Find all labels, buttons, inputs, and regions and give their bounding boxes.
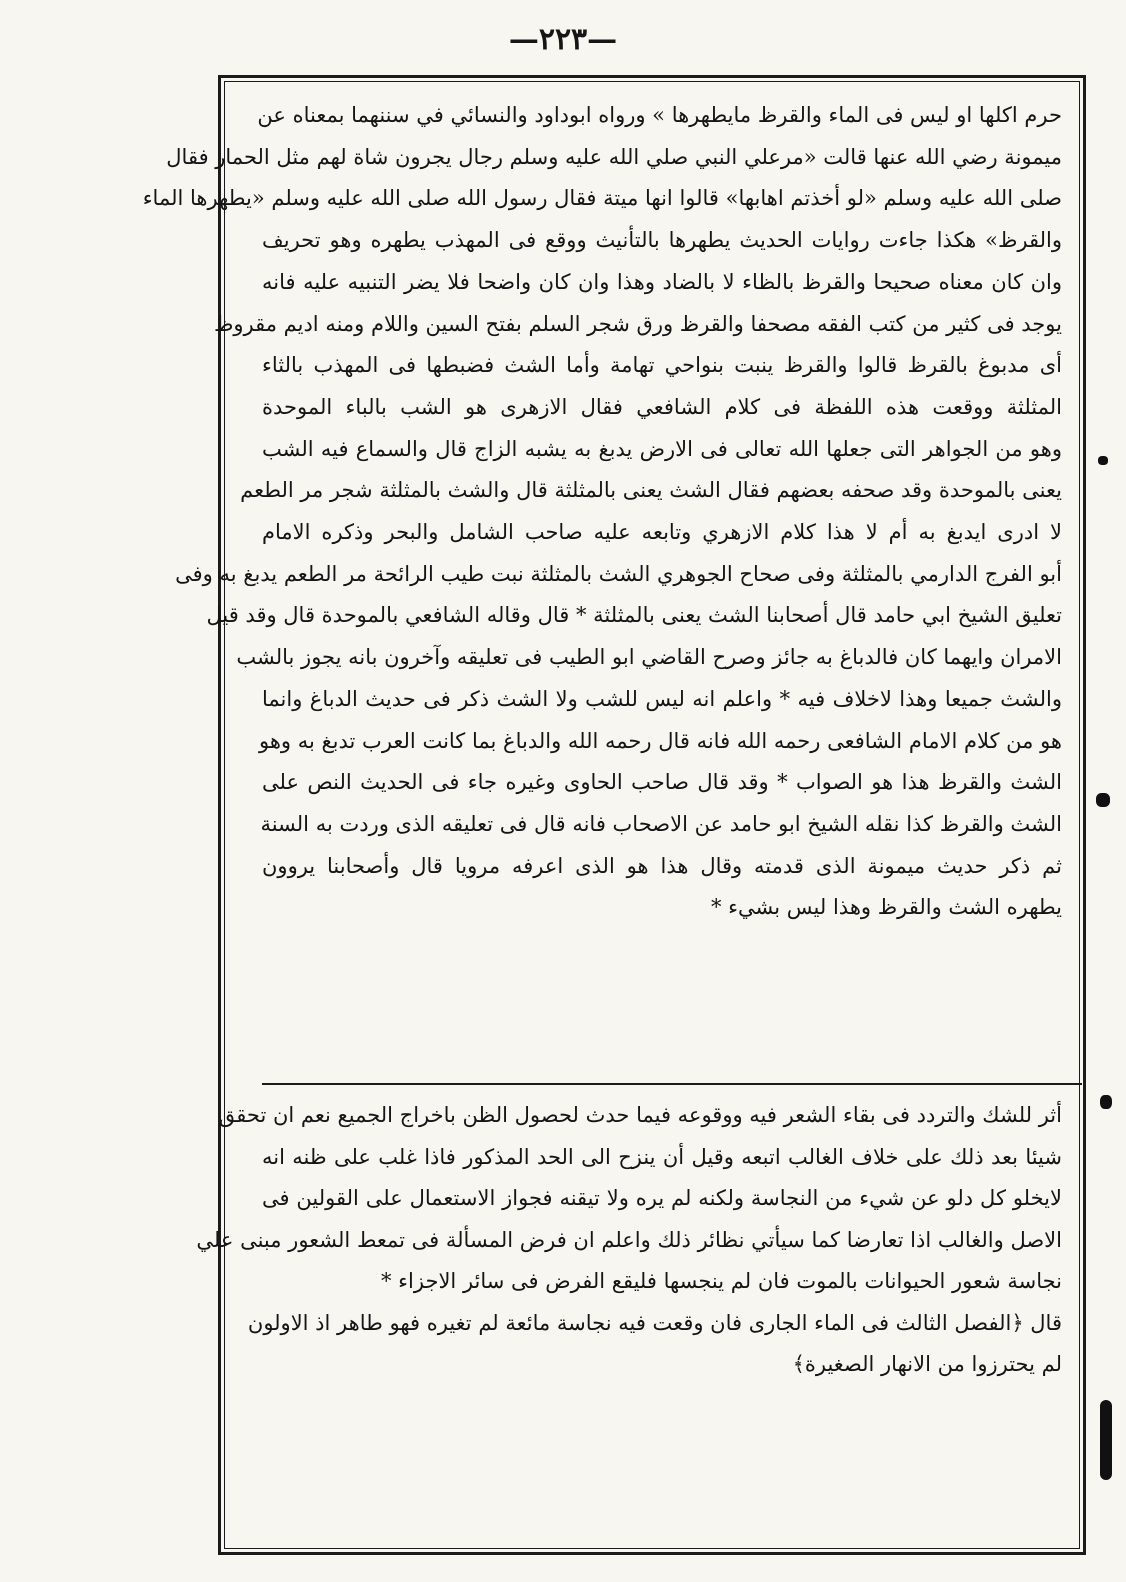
commentary-line: أثر للشك والتردد فى بقاء الشعر فيه ووقوعه فيما حدث لحصول الظن باخراج الجميع نعم ان تحقق xyxy=(218,1103,1062,1127)
commentary-text-block xyxy=(196,1095,1062,1386)
text-line: تعليق الشيخ ابي حامد قال أصحابنا الشث يعنى بالمثلثة * قال وقاله الشافعي بالموحدة قال وقد قيل xyxy=(206,603,1062,628)
text-line: وان كان معناه صحيحا والقرظ بالظاء لا بالضاد وهذا وان كان واضحا فلا يضر التنبيه عليه فانه xyxy=(262,269,1062,294)
commentary-line: لايخلو كل دلو عن شيء من النجاسة ولكنه لم يره ولا تيقنه فجواز الاستعمال على القولين فى xyxy=(262,1186,1062,1210)
text-line: يوجد فى كثير من كتب الفقه مصحفا والقرظ ورق شجر السلم بفتح السين واللام ومنه اديم مقروظ xyxy=(213,311,1062,336)
scan-speck xyxy=(1096,793,1110,807)
footnote-separator xyxy=(262,1083,1082,1085)
commentary-line: لم يحترزوا من الانهار الصغيرة﴾ xyxy=(792,1352,1062,1376)
commentary-line: شيئا بعد ذلك على خلاف الغالب اتبعه وقيل أن ينزح الى الحد المذكور فاذا غلب على ظنه انه xyxy=(262,1144,1062,1169)
text-line: هو من كلام الامام الشافعى رحمه الله فانه قال رحمه الله والدباغ بما كانت العرب تدبغ به وهو xyxy=(258,728,1062,753)
text-line: الشث والقرظ كذا نقله الشيخ ابو حامد عن الاصحاب فانه قال فى تعليقه الذى وردت به السنة xyxy=(260,811,1062,836)
text-line: والشث جميعا وهذا لاخلاف فيه * واعلم انه ليس للشب ولا الشث ذكر فى حديث الدباغ وانما xyxy=(262,686,1062,711)
text-line: أبو الفرج الدارمي بالمثلثة وفى صحاح الجوهري الشث بالمثلثة نبت طيب الرائحة مر الطعم يدبغ به وفى xyxy=(175,561,1062,586)
text-line: المثلثة ووقعت هذه اللفظة فى كلام الشافعي فقال الازهرى هو الشب بالباء الموحدة xyxy=(262,394,1062,419)
text-line: يطهره الشث والقرظ وهذا ليس بشيء * xyxy=(710,895,1062,920)
text-line: الشث والقرظ هذا هو الصواب * وقد قال صاحب الحاوى وغيره جاء فى الحديث النص على xyxy=(262,770,1062,795)
text-line: حرم اكلها او ليس فى الماء والقرظ مايطهرها » ورواه ابوداود والنسائي في سننهما بمعناه عن xyxy=(257,103,1062,127)
text-line: أى مدبوغ بالقرظ قالوا والقرظ ينبت بنواحي تهامة وأما الشث فضبطها فى المهذب بالثاء xyxy=(262,353,1062,378)
text-line: والقرظ» هكذا جاءت روايات الحديث يطهرها بالتأنيث ووقع فى المهذب يطهره وهو تحريف xyxy=(262,228,1062,253)
text-line: صلى الله عليه وسلم «لو أخذتم اهابها» قالوا انها ميتة فقال رسول الله صلى الله عليه وسلم «يطهرها الماء xyxy=(142,186,1062,211)
text-line: الامران وايهما كان فالدباغ به جائز وصرح القاضي ابو الطيب فى تعليقه وآخرون بانه يجوز بالشب xyxy=(236,645,1062,670)
scan-speck xyxy=(1100,1400,1112,1480)
page-number: —٢٢٣— xyxy=(508,22,618,57)
text-line: ميمونة رضي الله عنها قالت «مرعلي النبي صلي الله عليه وسلم رجال يجرون شاة لهم مثل الحمار فقال xyxy=(166,144,1062,169)
commentary-line: قال ﴿الفصل الثالث فى الماء الجارى فان وقعت فيه نجاسة مائعة لم تغيره فهو طاهر اذ الاولون xyxy=(247,1310,1062,1335)
text-line: ثم ذكر حديث ميمونة الذى قدمته وقال هذا هو الذى اعرفه مرويا قال وأصحابنا يروون xyxy=(262,853,1062,878)
text-line: يعنى بالموحدة وقد صحفه بعضهم فقال الشث يعنى بالمثلثة قال والشث بالمثلثة شجر مر الطعم xyxy=(240,478,1062,503)
scan-speck xyxy=(1100,1095,1112,1109)
text-line: وهو من الجواهر التى جعلها الله تعالى فى الارض يدبغ به يشبه الزاج قال والسماع فيه الشب xyxy=(262,436,1062,461)
scan-speck xyxy=(1098,456,1108,465)
commentary-line: نجاسة شعور الحيوانات بالموت فان لم ينجسها فليقع الفرض فى سائر الاجزاء * xyxy=(381,1269,1062,1293)
commentary-line: الاصل والغالب اذا تعارضا كما سيأتي نظائر ذلك واعلم ان فرض المسألة فى تمعط الشعور مبنى علي xyxy=(196,1227,1062,1252)
text-line: لا ادرى ايدبغ به أم لا هذا كلام الازهري وتابعه عليه صاحب الشامل والبحر وذكره الامام xyxy=(262,520,1062,545)
main-text-block xyxy=(142,95,1062,929)
